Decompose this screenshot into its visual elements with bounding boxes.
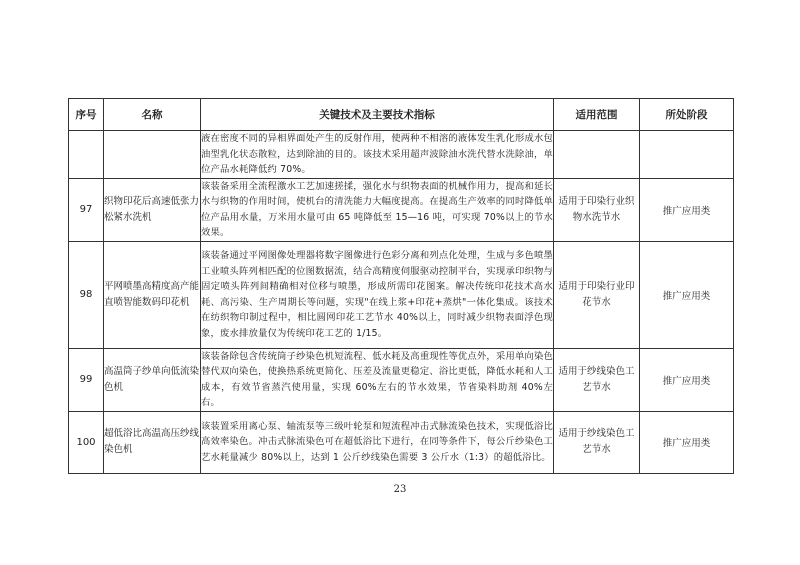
- row-name: [104, 131, 201, 179]
- row-tech: 液在密度不同的异相界面处产生的反射作用，使两种不相溶的液体发生乳化形成水包油型乳化状态散粒，达到除油的目的。该技术采用超声波除油水洗代替水洗除油，单位产品水耗降低约 70%。: [201, 131, 554, 179]
- technology-table: [68, 98, 734, 474]
- row-scope: 适用于印染行业印花节水: [554, 241, 640, 348]
- row-no: [69, 131, 104, 179]
- row-tech: 该装备通过平网图像处理器将数字图像进行色彩分离和列点化处理，生成与多色喷墨工业喷头阵列相匹配的位图数据流，结合高精度伺服驱动控制平台，实现承印织物与固定喷头阵列间精确相对位移与喷墨，形成所需印花图案。解决传统印花技术高水耗、高污染、生产周期长等问题，实现"在线上浆+印花+蒸烘"一体化集成。该技术在纺织物印制过程中，相比圆网印花工艺节水 40%以上，同时减少织物表面浮色现象，废水排放量仅为传统印花工艺的 1/15。: [201, 241, 554, 348]
- page-number: 23: [393, 484, 407, 495]
- row-stage: [640, 131, 734, 179]
- row-stage: 推广应用类: [640, 411, 734, 473]
- row-tech: 该装备采用全流程激水工艺加速搓揉，强化水与织物表面的机械作用力，提高和延长水与织物的作用时间，使机台的清洗能力大幅度提高。在提高生产效率的同时降低单位产品用水量，万米用水量可由 65 吨降低至 15—16 吨，可实现 70%以上的节水效果。: [201, 178, 554, 241]
- header-scope: 适用范围: [554, 99, 640, 131]
- row-no: 100: [69, 411, 104, 473]
- header-stage: 所处阶段: [640, 99, 734, 131]
- table-row: [69, 348, 734, 411]
- row-name: 超低浴比高温高压纱线染色机: [104, 411, 201, 473]
- row-no: 99: [69, 348, 104, 411]
- row-scope: [554, 131, 640, 179]
- row-tech: 该装备除包含传统筒子纱染色机短流程、低水耗及高重现性等优点外，采用单向染色替代双向染色，使换热系统更简化、压差及流量更稳定、浴比更低，降低水耗和人工成本，有效节省蒸汽使用量，实现 60%左右的节水效果，节省染料助剂 40%左右。: [201, 348, 554, 411]
- table-header-row: [69, 99, 734, 131]
- header-name: 名称: [104, 99, 201, 131]
- table-row: [69, 131, 734, 179]
- row-stage: 推广应用类: [640, 241, 734, 348]
- table-row: [69, 411, 734, 473]
- row-stage: 推广应用类: [640, 348, 734, 411]
- row-name: 高温筒子纱单向低流染色机: [104, 348, 201, 411]
- row-scope: 适用于纱线染色工艺节水: [554, 348, 640, 411]
- header-tech: 关键技术及主要技术指标: [201, 99, 554, 131]
- row-scope: 适用于纱线染色工艺节水: [554, 411, 640, 473]
- row-name: 织物印花后高速低张力松紧水洗机: [104, 178, 201, 241]
- table-row: [69, 241, 734, 348]
- row-name: 平网喷墨高精度高产能直喷智能数码印花机: [104, 241, 201, 348]
- row-no: 97: [69, 178, 104, 241]
- row-no: 98: [69, 241, 104, 348]
- row-tech: 该装置采用离心泵、轴流泵等三级叶轮泵和短流程冲击式脉流染色技术，实现低浴比高效率染色。冲击式脉流染色可在超低浴比下进行，在同等条件下，每公斤纱染色工艺水耗量减少 80%以上，达到 1 公斤纱线染色需要 3 公斤水（1:3）的超低浴比。: [201, 411, 554, 473]
- header-no: 序号: [69, 99, 104, 131]
- table-row: [69, 178, 734, 241]
- row-stage: 推广应用类: [640, 178, 734, 241]
- row-scope: 适用于印染行业织物水洗节水: [554, 178, 640, 241]
